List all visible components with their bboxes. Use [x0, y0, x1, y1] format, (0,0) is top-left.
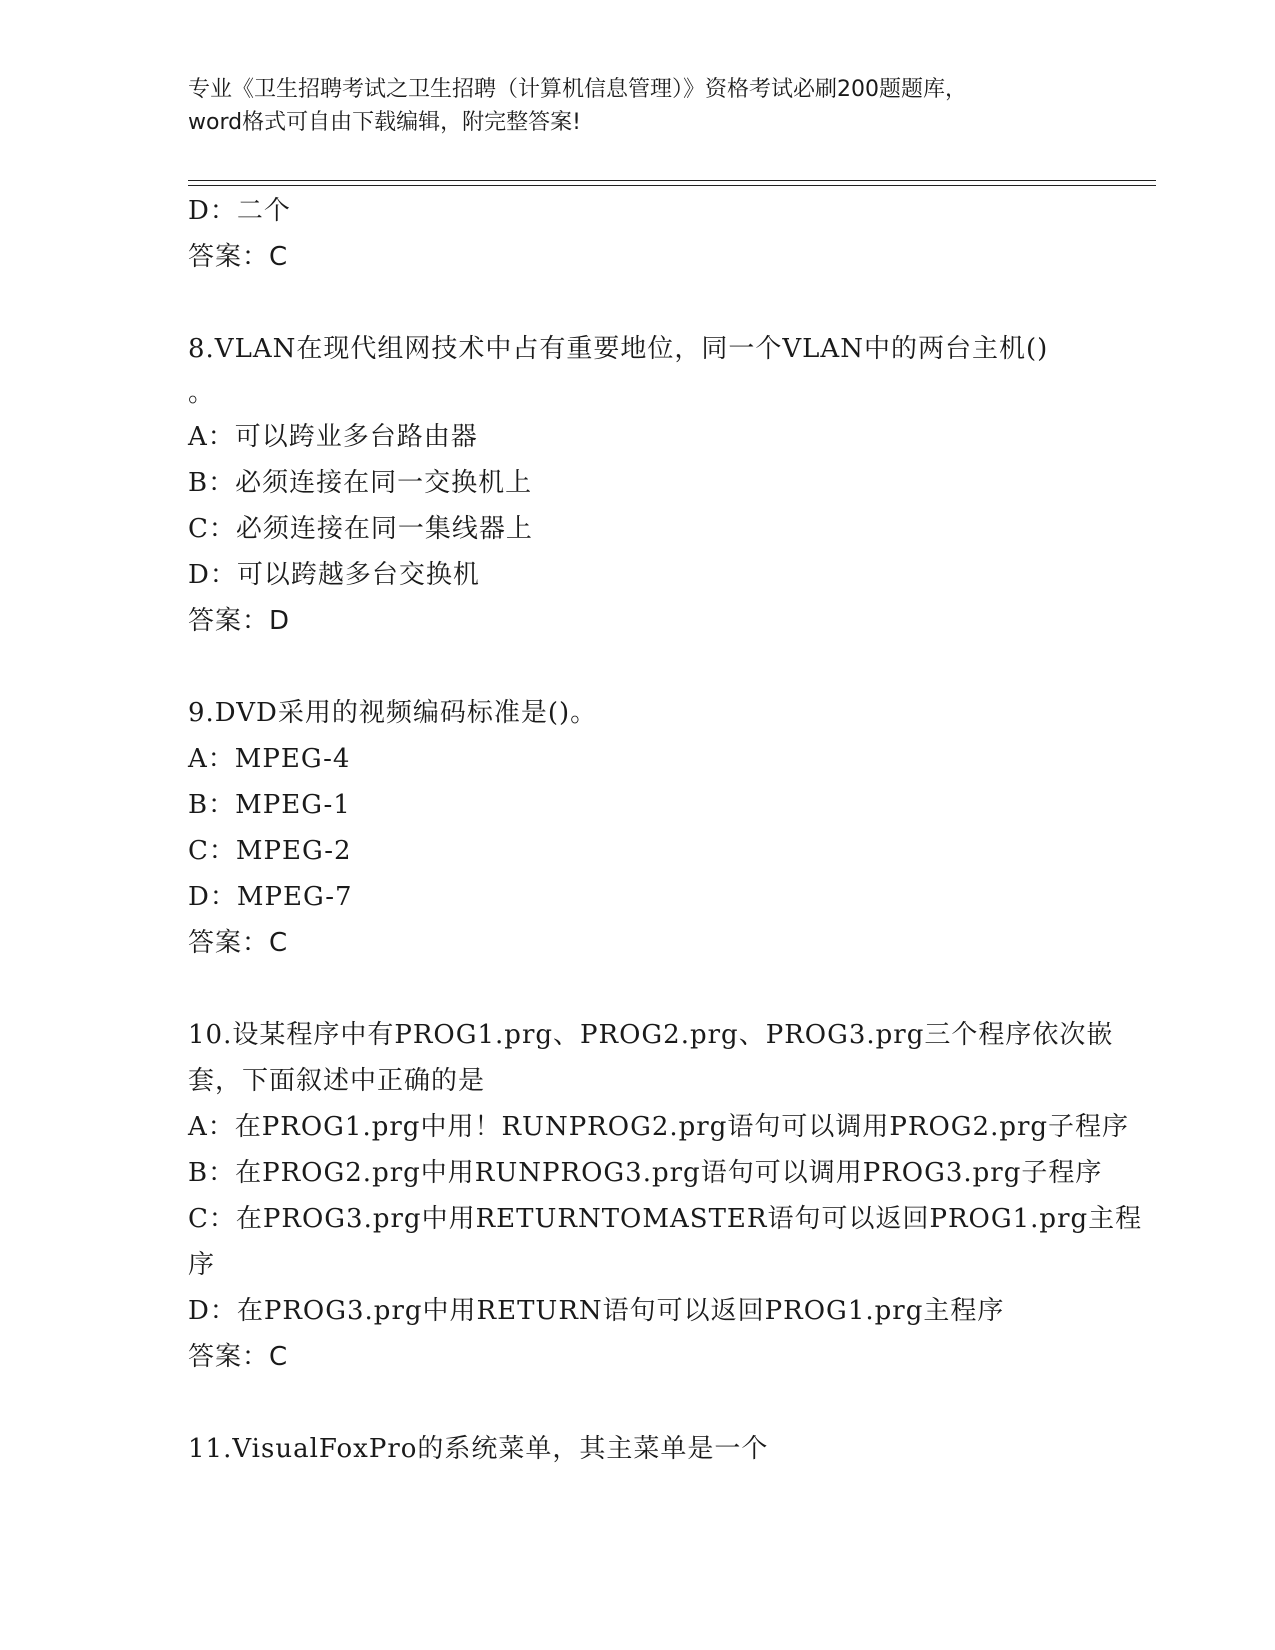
option-d: D：二个 — [188, 196, 291, 226]
question-stem-continued: 。 — [188, 378, 216, 408]
option-d: D：在PROG3.prg中用RETURN语句可以返回PROG1.prg主程序 — [188, 1296, 1005, 1326]
question-9 — [188, 690, 1088, 966]
spacer — [188, 280, 1088, 326]
question-stem: 9.DVD采用的视频编码标准是()。 — [188, 698, 598, 728]
answer-line: 答案：C — [188, 1342, 289, 1372]
option-a: A：MPEG-4 — [188, 744, 351, 774]
question-stem-continued: 套，下面叙述中正确的是 — [188, 1066, 486, 1096]
spacer — [188, 1380, 1088, 1426]
option-a: A：可以跨业多台路由器 — [188, 422, 478, 452]
question-10 — [188, 1012, 1143, 1380]
option-b: B：在PROG2.prg中用RUNPROG3.prg语句可以调用PROG3.prg子程序 — [188, 1158, 1103, 1188]
answer-line: 答案：C — [188, 928, 289, 958]
question-list — [188, 188, 1143, 1472]
header-line-2: word格式可自由下载编辑，附完整答案! — [188, 110, 581, 135]
option-d: D：可以跨越多台交换机 — [188, 560, 480, 590]
header-divider-top — [188, 180, 1156, 181]
option-c: C：在PROG3.prg中用RETURNTOMASTER语句可以返回PROG1.prg主程 — [188, 1204, 1143, 1234]
header-line-1: 专业《卫生招聘考试之卫生招聘（计算机信息管理）》资格考试必刷200题题库， — [188, 77, 967, 102]
document-header — [188, 73, 1088, 139]
option-c: C：必须连接在同一集线器上 — [188, 514, 533, 544]
option-c: C：MPEG-2 — [188, 836, 352, 866]
question-stem: 8.VLAN在现代组网技术中占有重要地位，同一个VLAN中的两台主机() — [188, 334, 1049, 364]
answer-line: 答案：C — [188, 242, 289, 272]
question-11 — [188, 1426, 1088, 1472]
question-8 — [188, 326, 1088, 644]
spacer — [188, 644, 1088, 690]
option-a: A：在PROG1.prg中用！RUNPROG2.prg语句可以调用PROG2.prg子程序 — [188, 1112, 1130, 1142]
spacer — [188, 966, 1088, 1012]
question-stem: 11.VisualFoxPro的系统菜单，其主菜单是一个 — [188, 1434, 769, 1464]
option-b: B：必须连接在同一交换机上 — [188, 468, 533, 498]
previous-question-tail — [188, 188, 1088, 280]
answer-line: 答案：D — [188, 606, 291, 636]
option-c-continued: 序 — [188, 1250, 216, 1280]
option-d: D：MPEG-7 — [188, 882, 353, 912]
header-divider-bottom — [188, 185, 1156, 186]
option-b: B：MPEG-1 — [188, 790, 351, 820]
question-stem: 10.设某程序中有PROG1.prg、PROG2.prg、PROG3.prg三个程序依次嵌 — [188, 1020, 1114, 1050]
